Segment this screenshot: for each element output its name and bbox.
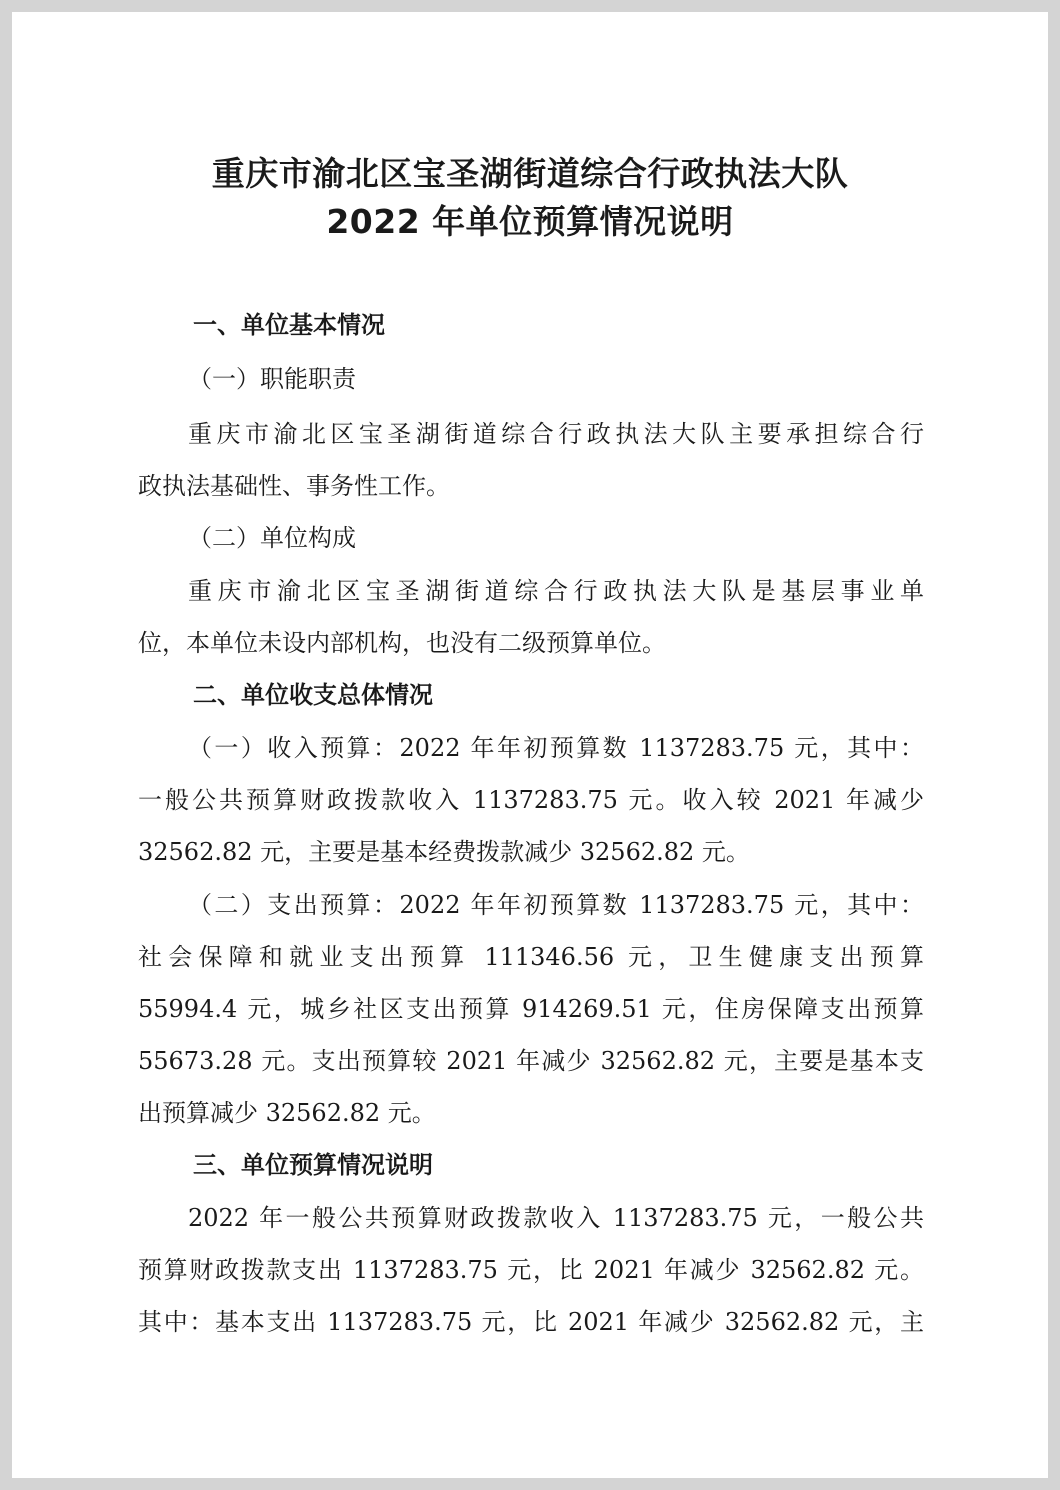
document-title-line-2: 2022 年单位预算情况说明	[326, 202, 734, 241]
subsection-heading-duties: （一）职能职责	[188, 365, 356, 393]
paragraph-line: 出预算减少 32562.82 元。	[138, 1099, 436, 1127]
paragraph-line: 政执法基础性、事务性工作。	[138, 472, 450, 500]
paragraph-line: 其中：基本支出 1137283.75 元，比 2021 年减少 32562.82 元，主	[138, 1308, 924, 1336]
subsection-heading-composition: （二）单位构成	[188, 524, 356, 552]
paragraph-line: 55994.4 元，城乡社区支出预算 914269.51 元，住房保障支出预算	[138, 995, 924, 1023]
document-page	[12, 12, 1048, 1478]
paragraph-line: （二）支出预算：2022 年年初预算数 1137283.75 元，其中：	[188, 891, 924, 919]
paragraph-line: 重庆市渝北区宝圣湖街道综合行政执法大队是基层事业单	[188, 577, 924, 605]
paragraph-line: 预算财政拨款支出 1137283.75 元，比 2021 年减少 32562.82 元。	[138, 1256, 924, 1284]
section-heading-1: 一、单位基本情况	[193, 311, 385, 339]
paragraph-line: 2022 年一般公共预算财政拨款收入 1137283.75 元，一般公共	[188, 1204, 924, 1232]
paragraph-line: 位，本单位未设内部机构，也没有二级预算单位。	[138, 629, 666, 657]
paragraph-line: （一）收入预算：2022 年年初预算数 1137283.75 元，其中：	[188, 734, 924, 762]
section-heading-2: 二、单位收支总体情况	[193, 681, 433, 709]
document-title-line-1: 重庆市渝北区宝圣湖街道综合行政执法大队	[211, 154, 849, 193]
paragraph-line: 社会保障和就业支出预算 111346.56 元，卫生健康支出预算	[138, 943, 924, 971]
section-heading-3: 三、单位预算情况说明	[193, 1151, 433, 1179]
paragraph-line: 一般公共预算财政拨款收入 1137283.75 元。收入较 2021 年减少	[138, 786, 924, 814]
paragraph-line: 55673.28 元。支出预算较 2021 年减少 32562.82 元，主要是基本支	[138, 1047, 924, 1075]
paragraph-line: 32562.82 元，主要是基本经费拨款减少 32562.82 元。	[138, 838, 750, 866]
paragraph-line: 重庆市渝北区宝圣湖街道综合行政执法大队主要承担综合行	[188, 420, 924, 448]
